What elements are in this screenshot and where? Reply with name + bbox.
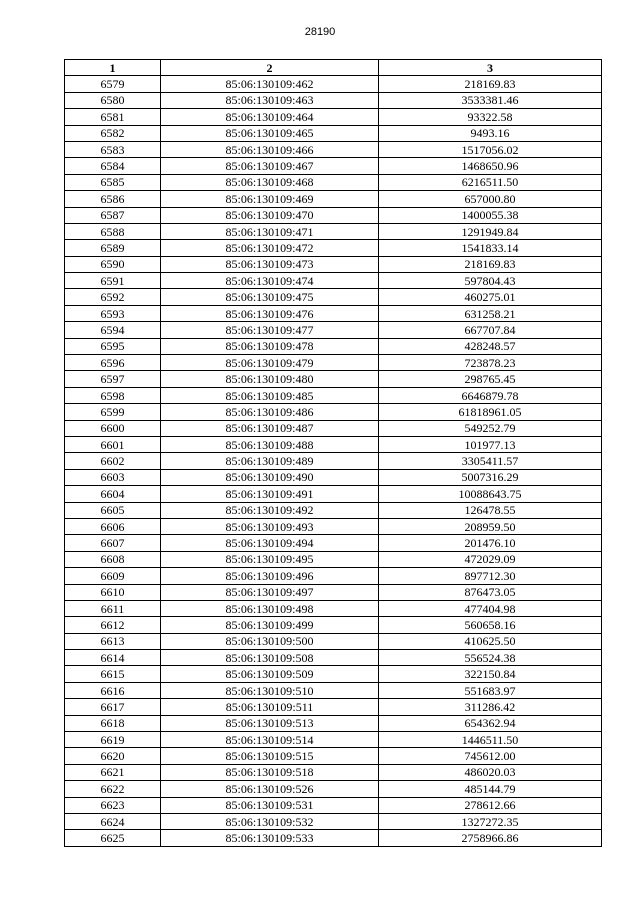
cadastral-number-cell: 85:06:130109:490 [161,469,379,485]
table-row [65,600,602,616]
row-number-cell: 6595 [65,338,161,354]
table-row [65,633,602,649]
table-row [65,256,602,272]
table-row [65,125,602,141]
row-number-cell: 6615 [65,666,161,682]
table-row [65,469,602,485]
row-number-cell: 6604 [65,486,161,502]
table-row [65,584,602,600]
value-cell: 477404.98 [379,600,602,616]
cadastral-number-cell: 85:06:130109:532 [161,813,379,829]
row-number-cell: 6621 [65,764,161,780]
data-table [64,59,602,847]
cadastral-number-cell: 85:06:130109:479 [161,355,379,371]
row-number-cell: 6579 [65,76,161,92]
value-cell: 410625.50 [379,633,602,649]
row-number-cell: 6585 [65,174,161,190]
row-number-cell: 6592 [65,289,161,305]
row-number-cell: 6582 [65,125,161,141]
row-number-cell: 6589 [65,240,161,256]
cadastral-number-cell: 85:06:130109:464 [161,109,379,125]
row-number-cell: 6618 [65,715,161,731]
page-number: 28190 [304,26,336,38]
value-cell: 2758966.86 [379,830,602,846]
cadastral-number-cell: 85:06:130109:518 [161,764,379,780]
value-cell: 218169.83 [379,76,602,92]
row-number-cell: 6625 [65,830,161,846]
cadastral-number-cell: 85:06:130109:487 [161,420,379,436]
value-cell: 9493.16 [379,125,602,141]
value-cell: 298765.45 [379,371,602,387]
row-number-cell: 6601 [65,436,161,452]
value-cell: 472029.09 [379,551,602,567]
row-number-cell: 6614 [65,650,161,666]
value-cell: 745612.00 [379,748,602,764]
row-number-cell: 6597 [65,371,161,387]
cadastral-number-cell: 85:06:130109:467 [161,158,379,174]
table-row [65,764,602,780]
table-row [65,76,602,92]
value-cell: 3533381.46 [379,92,602,108]
row-number-cell: 6607 [65,535,161,551]
row-number-cell: 6602 [65,453,161,469]
row-number-cell: 6591 [65,273,161,289]
table-row [65,682,602,698]
cadastral-number-cell: 85:06:130109:493 [161,518,379,534]
cadastral-number-cell: 85:06:130109:486 [161,404,379,420]
value-cell: 897712.30 [379,568,602,584]
cadastral-number-cell: 85:06:130109:494 [161,535,379,551]
table-row [65,240,602,256]
value-cell: 876473.05 [379,584,602,600]
cadastral-number-cell: 85:06:130109:475 [161,289,379,305]
value-cell: 5007316.29 [379,469,602,485]
cadastral-number-cell: 85:06:130109:510 [161,682,379,698]
row-number-cell: 6596 [65,355,161,371]
table-row [65,813,602,829]
row-number-cell: 6616 [65,682,161,698]
table-row [65,518,602,534]
cadastral-number-cell: 85:06:130109:500 [161,633,379,649]
value-cell: 654362.94 [379,715,602,731]
table-row [65,617,602,633]
row-number-cell: 6617 [65,699,161,715]
value-cell: 322150.84 [379,666,602,682]
value-cell: 631258.21 [379,305,602,321]
cadastral-number-cell: 85:06:130109:488 [161,436,379,452]
value-cell: 597804.43 [379,273,602,289]
row-number-cell: 6586 [65,191,161,207]
row-number-cell: 6583 [65,141,161,157]
table-row [65,453,602,469]
table-row [65,273,602,289]
value-cell: 1291949.84 [379,223,602,239]
value-cell: 278612.66 [379,797,602,813]
row-number-cell: 6623 [65,797,161,813]
cadastral-number-cell: 85:06:130109:495 [161,551,379,567]
cadastral-number-cell: 85:06:130109:468 [161,174,379,190]
cadastral-number-cell: 85:06:130109:470 [161,207,379,223]
column-header-2: 2 [161,60,379,76]
table-row [65,174,602,190]
cadastral-number-cell: 85:06:130109:515 [161,748,379,764]
cadastral-number-cell: 85:06:130109:508 [161,650,379,666]
row-number-cell: 6590 [65,256,161,272]
value-cell: 208959.50 [379,518,602,534]
row-number-cell: 6624 [65,813,161,829]
row-number-cell: 6605 [65,502,161,518]
value-cell: 657000.80 [379,191,602,207]
row-number-cell: 6581 [65,109,161,125]
table-row [65,797,602,813]
cadastral-number-cell: 85:06:130109:462 [161,76,379,92]
cadastral-number-cell: 85:06:130109:478 [161,338,379,354]
value-cell: 6216511.50 [379,174,602,190]
cadastral-number-cell: 85:06:130109:466 [161,141,379,157]
row-number-cell: 6620 [65,748,161,764]
table-row [65,371,602,387]
column-header-3: 3 [379,60,602,76]
table-header [65,60,602,76]
cadastral-number-cell: 85:06:130109:469 [161,191,379,207]
cadastral-number-cell: 85:06:130109:509 [161,666,379,682]
cadastral-number-cell: 85:06:130109:531 [161,797,379,813]
table-row [65,305,602,321]
table-row [65,715,602,731]
table-row [65,223,602,239]
cadastral-number-cell: 85:06:130109:514 [161,732,379,748]
value-cell: 667707.84 [379,322,602,338]
table-row [65,141,602,157]
row-number-cell: 6606 [65,518,161,534]
table-row [65,158,602,174]
row-number-cell: 6593 [65,305,161,321]
value-cell: 486020.03 [379,764,602,780]
cadastral-number-cell: 85:06:130109:492 [161,502,379,518]
row-number-cell: 6598 [65,387,161,403]
table-row [65,732,602,748]
row-number-cell: 6599 [65,404,161,420]
table-row [65,338,602,354]
row-number-cell: 6622 [65,781,161,797]
row-number-cell: 6584 [65,158,161,174]
value-cell: 1400055.38 [379,207,602,223]
table-row [65,207,602,223]
column-header-1: 1 [65,60,161,76]
table-row [65,109,602,125]
table-row [65,404,602,420]
table-row [65,322,602,338]
table-row [65,387,602,403]
table-row [65,699,602,715]
row-number-cell: 6612 [65,617,161,633]
cadastral-number-cell: 85:06:130109:472 [161,240,379,256]
table-row [65,486,602,502]
value-cell: 201476.10 [379,535,602,551]
cadastral-number-cell: 85:06:130109:533 [161,830,379,846]
value-cell: 1327272.35 [379,813,602,829]
table-row [65,781,602,797]
value-cell: 1468650.96 [379,158,602,174]
cadastral-number-cell: 85:06:130109:480 [161,371,379,387]
value-cell: 723878.23 [379,355,602,371]
value-cell: 10088643.75 [379,486,602,502]
table-row [65,92,602,108]
table-row [65,568,602,584]
table-row [65,535,602,551]
cadastral-number-cell: 85:06:130109:526 [161,781,379,797]
value-cell: 61818961.05 [379,404,602,420]
row-number-cell: 6613 [65,633,161,649]
table-row [65,650,602,666]
table-row [65,666,602,682]
cadastral-number-cell: 85:06:130109:491 [161,486,379,502]
row-number-cell: 6619 [65,732,161,748]
table-row [65,191,602,207]
value-cell: 6646879.78 [379,387,602,403]
cadastral-number-cell: 85:06:130109:513 [161,715,379,731]
value-cell: 218169.83 [379,256,602,272]
value-cell: 1541833.14 [379,240,602,256]
value-cell: 101977.13 [379,436,602,452]
row-number-cell: 6600 [65,420,161,436]
row-number-cell: 6588 [65,223,161,239]
value-cell: 1446511.50 [379,732,602,748]
cadastral-number-cell: 85:06:130109:474 [161,273,379,289]
cadastral-number-cell: 85:06:130109:463 [161,92,379,108]
table-row [65,436,602,452]
table-row [65,830,602,846]
value-cell: 460275.01 [379,289,602,305]
row-number-cell: 6609 [65,568,161,584]
cadastral-number-cell: 85:06:130109:497 [161,584,379,600]
table-row [65,551,602,567]
cadastral-number-cell: 85:06:130109:471 [161,223,379,239]
row-number-cell: 6603 [65,469,161,485]
table-row [65,502,602,518]
row-number-cell: 6610 [65,584,161,600]
table-row [65,355,602,371]
cadastral-number-cell: 85:06:130109:498 [161,600,379,616]
value-cell: 560658.16 [379,617,602,633]
cadastral-number-cell: 85:06:130109:465 [161,125,379,141]
cadastral-number-cell: 85:06:130109:473 [161,256,379,272]
row-number-cell: 6611 [65,600,161,616]
cadastral-number-cell: 85:06:130109:489 [161,453,379,469]
value-cell: 556524.38 [379,650,602,666]
cadastral-number-cell: 85:06:130109:496 [161,568,379,584]
row-number-cell: 6608 [65,551,161,567]
cadastral-number-cell: 85:06:130109:477 [161,322,379,338]
header-row [65,60,602,76]
table-body [65,76,602,846]
row-number-cell: 6594 [65,322,161,338]
value-cell: 311286.42 [379,699,602,715]
value-cell: 1517056.02 [379,141,602,157]
value-cell: 93322.58 [379,109,602,125]
table-row [65,289,602,305]
value-cell: 549252.79 [379,420,602,436]
table-row [65,748,602,764]
cadastral-number-cell: 85:06:130109:499 [161,617,379,633]
value-cell: 3305411.57 [379,453,602,469]
cadastral-number-cell: 85:06:130109:476 [161,305,379,321]
row-number-cell: 6580 [65,92,161,108]
cadastral-number-cell: 85:06:130109:485 [161,387,379,403]
cadastral-number-cell: 85:06:130109:511 [161,699,379,715]
row-number-cell: 6587 [65,207,161,223]
value-cell: 126478.55 [379,502,602,518]
table-row [65,420,602,436]
value-cell: 485144.79 [379,781,602,797]
value-cell: 551683.97 [379,682,602,698]
value-cell: 428248.57 [379,338,602,354]
